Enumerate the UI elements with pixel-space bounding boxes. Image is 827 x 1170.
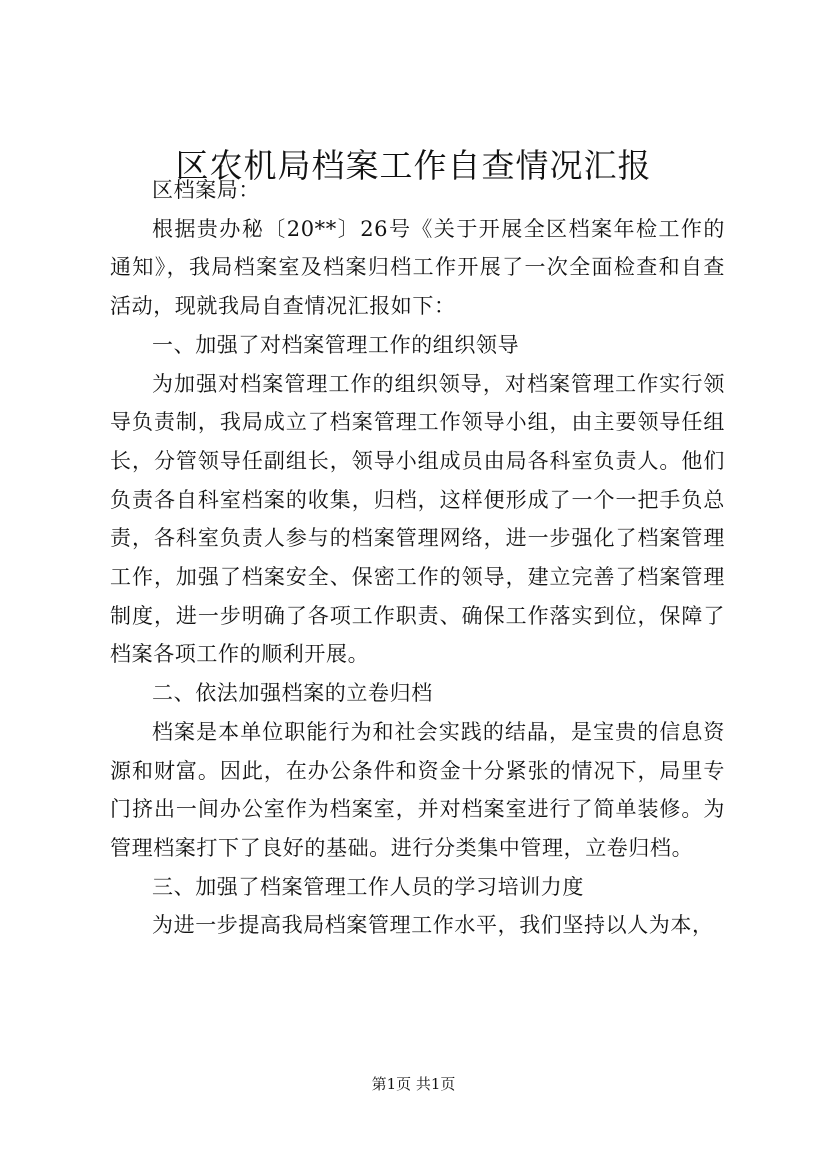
section-heading-1: 一、加强了对档案管理工作的组织领导 (152, 332, 520, 357)
paragraph-intro: 根据贵办秘〔20**〕26号《关于开展全区档案年检工作的通知》，我局档案室及档案归档工作开展了一次全面检查和自查活动，现就我局自查情况汇报如下： (110, 216, 725, 319)
page-number-footer: 第1页 共1页 (371, 1075, 456, 1093)
salutation: 区档案局： (152, 178, 260, 202)
document-body (110, 171, 725, 945)
paragraph-section-2: 档案是本单位职能行为和社会实践的结晶，是宝贵的信息资源和财富。因此，在办公条件和资金十分紧张的情况下，局里专门挤出一间办公室作为档案室，并对档案室进行了简单装修。为管理档案打下了良好的基础。进行分类集中管理，立卷归档。 (110, 719, 725, 860)
paragraph-section-3: 为进一步提高我局档案管理工作水平，我们坚持以人为本， (152, 913, 714, 938)
section-heading-3: 三、加强了档案管理工作人员的学习培训力度 (152, 874, 584, 899)
document-title: 区农机局档案工作自查情况汇报 (175, 146, 652, 185)
paragraph-section-1: 为加强对档案管理工作的组织领导，对档案管理工作实行领导负责制，我局成立了档案管理工作领导小组，由主要领导任组长，分管领导任副组长，领导小组成员由局各科室负责人。他们负责各自科室档案的收集，归档，这样便形成了一个一把手负总责，各科室负责人参与的档案管理网络，进一步强化了档案管理工作，加强了档案安全、保密工作的领导，建立完善了档案管理制度，进一步明确了各项工作职责、确保工作落实到位，保障了档案各项工作的顺利开展。 (110, 371, 725, 667)
section-heading-2: 二、依法加强档案的立卷归档 (152, 681, 433, 706)
